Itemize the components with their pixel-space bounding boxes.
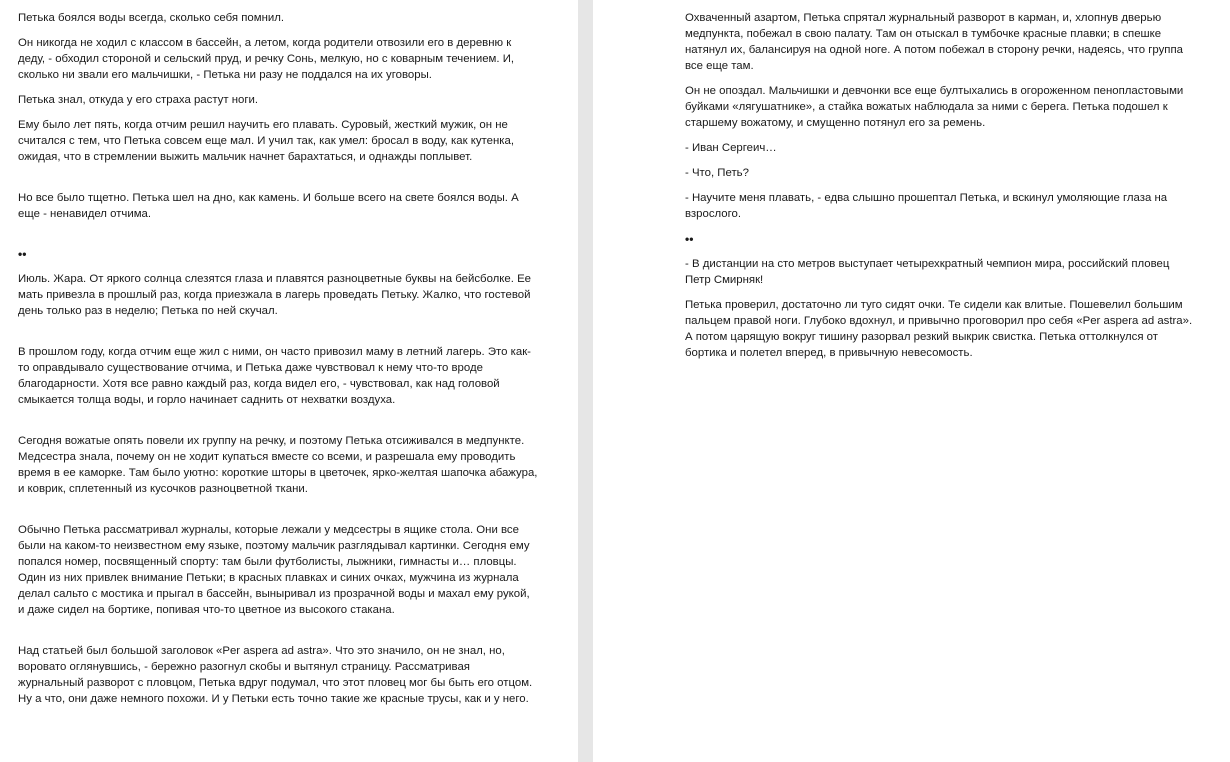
paragraph: Ему было лет пять, когда отчим решил научить его плавать. Суровый, жесткий мужик, он не считался с тем, что Петька совсем еще мал. И учил так, как умел: бросал в воду, как кутенка, ожидая, что в стремлении выжить мальчик начнет барахтаться, и однажды поплывет. [18,119,514,163]
section-separator: •• [685,232,694,246]
document-page-right [593,0,1230,762]
paragraph: Петька знал, откуда у его страха растут ноги. [18,94,259,106]
paragraph: Июль. Жара. От яркого солнца слезятся глаза и плавятся разноцветные буквы на бейсболке. Ее мать привезла в прошлый раз, когда приезжала в лагерь проведать Петьку. Жалко, что гостевой день только раз в неделю; Петька по ней скучал. [18,273,532,317]
section-separator: •• [18,247,27,261]
document-page-left [0,0,578,762]
paragraph: Он никогда не ходил с классом в бассейн, а летом, когда родители отвозили его в деревню к деду, - обходил стороной и сельский пруд, и речку Сонь, мелкую, но с коварным течением. И, сколько ни звали его мальчишки, - Петька ни разу не поддался на их уговоры. [18,37,515,81]
page-right-text-column [685,10,1197,361]
paragraph: Но все было тщетно. Петька шел на дно, как камень. И больше всего на свете боялся воды. А еще - ненавидел отчима. [18,192,519,220]
paragraph: В прошлом году, когда отчим еще жил с ними, он часто привозил маму в летний лагерь. Это как-то оправдывало существование отчима, и Петька даже чувствовал к нему что-то вроде благодарности. Хотя все равно каждый раз, когда видел его, - чувствовал, как над головой смыкается толща воды, и горло начинает саднить от нехватки воздуха. [18,346,531,406]
paragraph: - Иван Сергеич… [685,142,777,154]
paragraph: Петька проверил, достаточно ли туго сидят очки. Те сидели как влитые. Пошевелил большим пальцем правой ноги. Глубоко вдохнул, и привычно проговорил про себя «Per aspera ad astra». А потом царящую вокруг тишину разорвал резкий выкрик свистка. Петька оттолкнулся от бортика и полетел вперед, в привычную невесомость. [685,299,1193,359]
paragraph: Он не опоздал. Мальчишки и девчонки все еще бултыхались в огороженном пенопластовыми буйками «лягушатнике», а стайка вожатых наблюдала за ними с берега. Петька подошел к старшему вожатому, и смущенно потянул его за ремень. [685,85,1184,129]
paragraph: Над статьей был большой заголовок «Per aspera ad astra». Что это значило, он не знал, но, воровато оглянувшись, - бережно разогнул скобы и вытянул страницу. Рассматривая журнальный разворот с пловцом, Петька вдруг подумал, что этот пловец мог бы быть его отцом. Ну а что, они даже немного похожи. И у Петьки есть точно такие же красные трусы, как и у него. [18,645,533,705]
paragraph: Петька боялся воды всегда, сколько себя помнил. [18,12,285,24]
paragraph: Охваченный азартом, Петька спрятал журнальный разворот в карман, и, хлопнув дверью медпункта, побежал в свою палату. Там он отыскал в тумбочке красные плавки; в спешке натянул их, балансируя на одной ноге. А потом побежал в сторону речки, надеясь, что группа все еще там. [685,12,1183,72]
paragraph: - Научите меня плавать, - едва слышно прошептал Петька, и вскинул умоляющие глаза на взрослого. [685,192,1168,220]
paragraph: - В дистанции на сто метров выступает четырехкратный чемпион мира, российский пловец Петр Смирняк! [685,258,1170,286]
paragraph: Обычно Петька рассматривал журналы, которые лежали у медсестры в ящике стола. Они все были на каком-то неизвестном ему языке, поэтому мальчик разглядывал картинки. Сегодня ему попался номер, посвященный спорту: там были футболисты, лыжники, гимнасты и… пловцы. Один из них привлек внимание Петьки; в красных плавках и синих очках, мужчина из журнала делал сальто с мостика и прыгал в бассейн, выныривал из прозрачной воды и махал ему рукой, и даже сидел на бортике, попивая что-то цветное из высокого стакана. [18,524,530,616]
paragraph: Сегодня вожатые опять повели их группу на речку, и поэтому Петька отсиживался в медпункте. Медсестра знала, почему он не ходит купаться вместе со всеми, и разрешала ему проводить время в ее каморке. Там было уютно: короткие шторы в цветочек, ярко-желтая шапочка абажура, и коврик, сплетенный из кусочков разноцветной ткани. [18,435,538,495]
paragraph: - Что, Петь? [685,167,749,179]
page-left-text-column [18,10,538,707]
